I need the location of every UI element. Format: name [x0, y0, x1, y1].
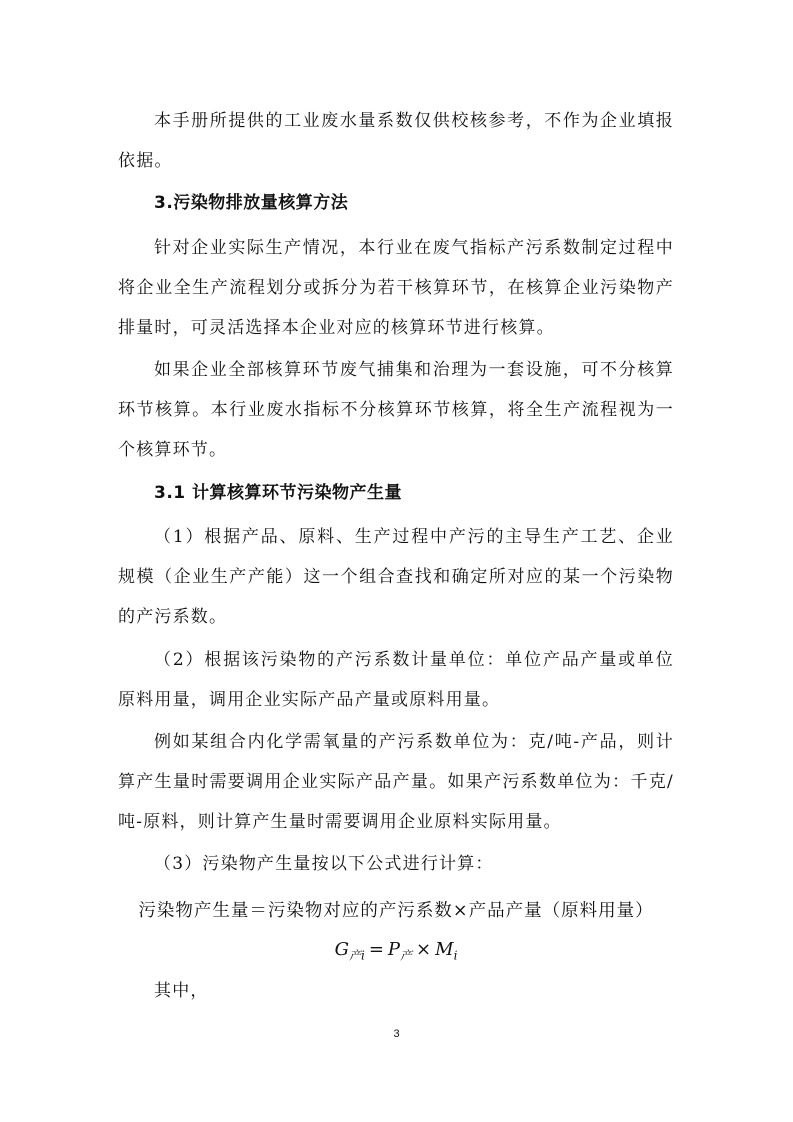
formula-text: 污染物产生量＝污染物对应的产污系数×产品产量（原料用量）: [138, 901, 654, 921]
paragraph-wastewater-note: 本手册所提供的工业废水量系数仅供校核参考，不作为企业填报依据。: [118, 111, 674, 171]
math-m: M: [435, 939, 454, 960]
section-heading-3-1: 3.1 计算核算环节污染物产生量: [154, 483, 403, 503]
section-heading-3: 3.污染物排放量核算方法: [154, 193, 349, 213]
paragraph-example: 例如某组合内化学需氧量的产污系数单位为：克/吨-产品，则计算产生量时需要调用企业实际产品产量。如果产污系数单位为：千克/吨-原料，则计算产生量时需要调用企业原料实际用量。: [118, 732, 674, 832]
math-g-sub: 产i: [348, 948, 365, 963]
math-g: G: [334, 939, 349, 960]
paragraph-step-1: （1）根据产品、原料、生产过程中产污的主导生产工艺、企业规模（企业生产产能）这一个组合查找和确定所对应的某一个污染物的产污系数。: [118, 527, 674, 627]
math-m-sub: i: [453, 948, 458, 963]
math-times: ×: [416, 939, 432, 960]
paragraph-step-3: （3）污染物产生量按以下公式进行计算：: [154, 854, 494, 874]
paragraph-single-facility: 如果企业全部核算环节废气捕集和治理为一套设施，可不分核算环节核算。本行业废水指标不分核算环节核算，将全生产流程视为一个核算环节。: [118, 360, 674, 460]
math-equals: =: [368, 939, 384, 960]
paragraph-accounting-segments: 针对企业实际生产情况，本行业在废气指标产污系数制定过程中将企业全生产流程划分或拆分为若干核算环节，在核算企业污染物产排量时，可灵活选择本企业对应的核算环节进行核算。: [118, 238, 674, 338]
formula-math: [118, 936, 674, 970]
paragraph-where: 其中，: [154, 981, 209, 1001]
page-number: 3: [393, 1028, 400, 1040]
math-p-sub: 产: [400, 948, 413, 963]
math-p: P: [387, 939, 401, 960]
paragraph-step-2: （2）根据该污染物的产污系数计量单位：单位产品产量或单位原料用量，调用企业实际产品产量或原料用量。: [118, 650, 674, 710]
